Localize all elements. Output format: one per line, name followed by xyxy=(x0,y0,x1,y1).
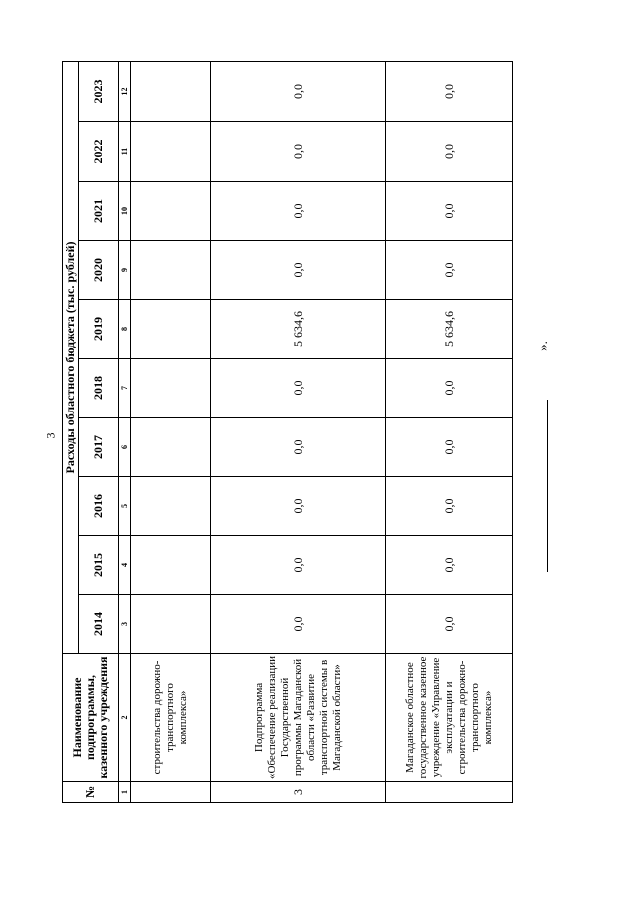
row-value: 0,0 xyxy=(386,359,513,418)
column-number: 12 xyxy=(119,61,131,121)
column-number: 1 xyxy=(119,782,131,803)
table-row xyxy=(386,61,513,802)
closing-mark: ». xyxy=(534,341,550,351)
table-row xyxy=(131,61,211,802)
row-value: 0,0 xyxy=(386,122,513,182)
column-number: 7 xyxy=(119,359,131,418)
header-year: 2017 xyxy=(79,418,119,477)
header-year: 2020 xyxy=(79,241,119,300)
header-year: 2016 xyxy=(79,477,119,536)
row-value xyxy=(131,300,211,359)
row-number: 3 xyxy=(211,782,386,803)
row-value: 0,0 xyxy=(211,61,386,121)
column-number: 2 xyxy=(119,654,131,782)
header-name: Наименование подпрограммы, казенного учреждения xyxy=(63,654,119,782)
row-value: 0,0 xyxy=(211,241,386,300)
rotated-table-area xyxy=(62,62,508,803)
row-value: 0,0 xyxy=(386,595,513,654)
row-value: 0,0 xyxy=(211,359,386,418)
table-row xyxy=(211,61,386,802)
row-value: 0,0 xyxy=(211,418,386,477)
row-value xyxy=(131,241,211,300)
row-value xyxy=(131,418,211,477)
page-number: 3 xyxy=(43,432,58,439)
row-name: Магаданское областное государственное казенное учреждение «Управление эксплуатации и строительства дорожно-транспортного комплекса» xyxy=(386,654,513,782)
header-no: № xyxy=(63,782,119,803)
row-value xyxy=(131,61,211,121)
column-number: 4 xyxy=(119,536,131,595)
row-value: 0,0 xyxy=(386,418,513,477)
row-name: Подпрограмма «Обеспечение реализации Государственной программы Магаданской области «Развитие транспортной системы в Магаданской области» xyxy=(211,654,386,782)
column-number: 8 xyxy=(119,300,131,359)
row-value: 0,0 xyxy=(211,536,386,595)
row-value: 0,0 xyxy=(386,182,513,241)
header-year: 2021 xyxy=(79,182,119,241)
row-value: 0,0 xyxy=(211,182,386,241)
column-number: 9 xyxy=(119,241,131,300)
row-value: 0,0 xyxy=(386,241,513,300)
row-value xyxy=(131,595,211,654)
row-value xyxy=(131,122,211,182)
row-value: 0,0 xyxy=(211,122,386,182)
row-value: 0,0 xyxy=(386,61,513,121)
column-number: 10 xyxy=(119,182,131,241)
header-year: 2019 xyxy=(79,300,119,359)
row-number xyxy=(131,782,211,803)
row-value: 0,0 xyxy=(386,477,513,536)
row-name: строительства дорожно-транспортного комплекса» xyxy=(131,654,211,782)
column-number: 3 xyxy=(119,595,131,654)
header-expenses: Расходы областного бюджета (тыс. рублей) xyxy=(63,61,79,653)
column-number: 5 xyxy=(119,477,131,536)
closing-line xyxy=(547,400,548,572)
row-value xyxy=(131,359,211,418)
header-year: 2015 xyxy=(79,536,119,595)
row-value xyxy=(131,536,211,595)
row-value: 5 634,6 xyxy=(386,300,513,359)
column-number: 11 xyxy=(119,122,131,182)
row-value xyxy=(131,182,211,241)
row-number xyxy=(386,782,513,803)
header-year: 2014 xyxy=(79,595,119,654)
row-value: 5 634,6 xyxy=(211,300,386,359)
header-year: 2022 xyxy=(79,122,119,182)
budget-table xyxy=(62,61,513,803)
row-value xyxy=(131,477,211,536)
header-year: 2018 xyxy=(79,359,119,418)
header-year: 2023 xyxy=(79,61,119,121)
row-value: 0,0 xyxy=(211,477,386,536)
row-value: 0,0 xyxy=(211,595,386,654)
row-value: 0,0 xyxy=(386,536,513,595)
column-number: 6 xyxy=(119,418,131,477)
